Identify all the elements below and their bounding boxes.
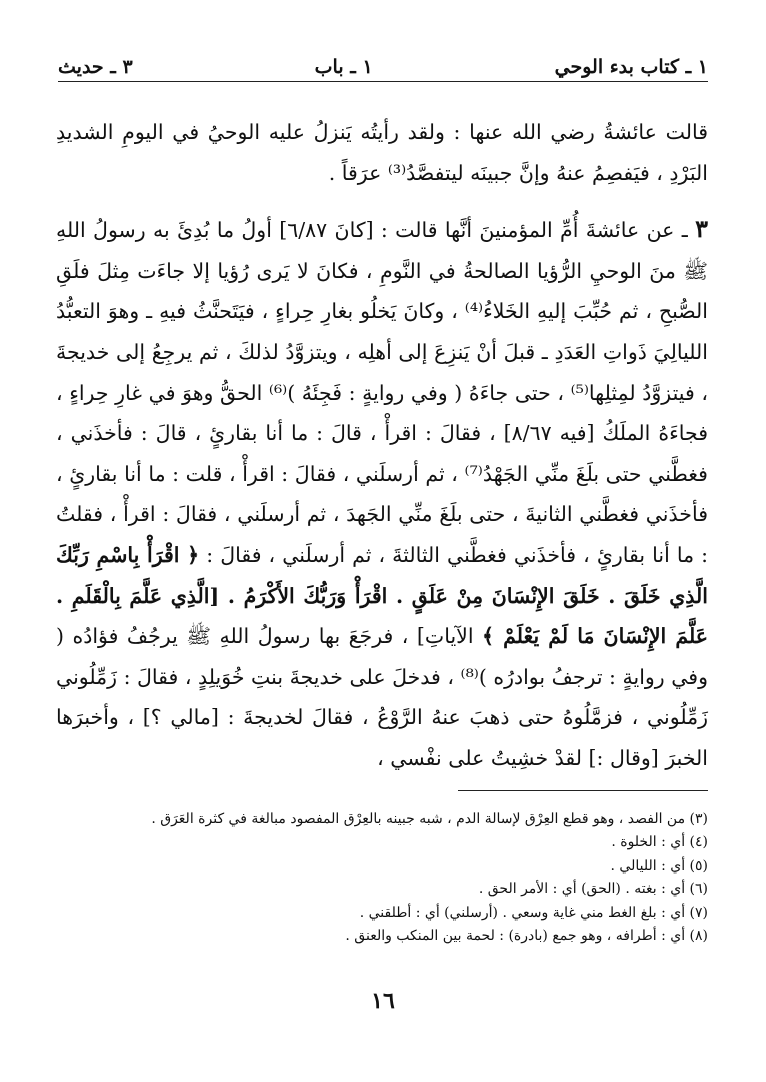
hadith-text-part-1: ـ عن عائشةَ أُمِّ المؤمنينَ أنَّها قالت : [كانَ ٦/٨٧] أولُ ما بُدِئَ به رسولُ اللهِ ﷺ منَ الوحيِ الرُّؤيا الصالحةُ في النَّومِ ، فكانَ لا يَرى رُؤيا إلا جاءَت مِثلَ فلَقِ الصُّبحِ ، ثم حُبِّبَ إليهِ الخَلاءُ⁽⁴⁾ ، وكانَ يَخلُو بغارِ حِراءٍ ، فيَتَحنَّثُ فيهِ ـ وهوَ التعبُّدُ الليالِيَ ذَواتِ العَدَدِ ـ قبلَ أنْ يَنزِعَ إلى أهلِه ، ويتزوَّدُ لذلكَ ، ثم يرجِعُ إلى خديجةَ ، فيتزوَّدُ لمِثلِها⁽⁵⁾ ، حتى جاءَهُ ( وفي روايةٍ : فَجِئَهُ )⁽⁶⁾ الحقُّ وهوَ في غارِ حِراءٍ ، فجاءَهُ الملَكُ [فيه ٨/٦٧] ، فقالَ : اقرأْ ، قالَ : ما أنا بقارئٍ ، قالَ : فأخذَني ، فغطَّني حتى بلَغَ منِّي الجَهْدُ⁽⁷⁾ ، ثم أرسلَني ، فقالَ : اقرأْ ، قلت : ما أنا بقارئٍ ، فأخذَني فغطَّني الثانيةَ ، حتى بلَغَ منِّي الجَهدَ ، ثم أرسلَني ، فقالَ : اقرأْ ، فقلتُ : ما أنا بقارئٍ ، فأخذَني فغطَّني الثالثةَ ، ثم أرسلَني ، فقالَ : — [56, 218, 709, 567]
hadith-number: ٣ — [695, 214, 708, 244]
header-chapter: ١ ـ كتاب بدء الوحي — [554, 56, 708, 78]
footnote-6: (٦) أي : بغته . (الحق) أي : الأمر الحق . — [478, 881, 708, 898]
header-hadith: ٣ ـ حديث — [58, 56, 133, 78]
main-text — [56, 112, 708, 779]
footnote-8: (٨) أي : أطرافه ، وهو جمع (بادرة) : لحمة بين المنكب والعنق . — [345, 928, 708, 945]
footnote-4: (٤) أي : الخلوة . — [611, 834, 708, 851]
header-section: ١ ـ باب — [314, 56, 373, 78]
hadith-text-part-2: الآياتِ] ، فرجَعَ بها رسولُ اللهِ ﷺ يرجُفُ فؤادُه ( وفي روايةٍ : ترجفُ بوادرُه )⁽⁸⁾ ، فدخلَ على خديجةَ بنتِ خُوَيلِدٍ ، فقالَ : زَمِّلُوني زَمِّلُوني ، فزمَّلُوهُ حتى ذهبَ عنهُ الرَّوْعُ ، فقالَ لخديجةَ : [مالي ؟] ، وأخبرَها الخبرَ [وقال :] لقدْ خشِيتُ على نفْسي ، — [56, 624, 708, 770]
paragraph-aisha-remark: قالت عائشةُ رضي الله عنها : ولقد رأيتُه يَنزلُ عليه الوحيُ في اليومِ الشديدِ البَرْدِ ، فيَفصِمُ عنهُ وإنَّ جبينَه ليتفصَّدُ⁽³⁾ عرَقاً . — [56, 120, 708, 185]
running-header — [58, 44, 708, 82]
footnote-7: (٧) أي : بلغ الغط مني غاية وسعي . (أرسلني) أي : أطلقني . — [359, 904, 708, 921]
page-number: ١٦ — [371, 988, 395, 1014]
quran-quote: ﴿ اقْرَأْ بِاسْمِ رَبِّكَ الَّذِي خَلَقَ . خَلَقَ الإِنْسَانَ مِنْ عَلَقٍ . اقْرَأْ وَرَبُّكَ الأَكْرَمُ . [الَّذِي عَلَّمَ بِالْقَلَمِ . عَلَّمَ الإِنْسَانَ مَا لَمْ يَعْلَمْ ﴾ — [56, 542, 708, 649]
footnote-divider — [458, 790, 708, 791]
footnote-5: (٥) أي : الليالي . — [610, 857, 708, 874]
paragraph-hadith-3 — [56, 209, 708, 778]
footnotes-list — [58, 808, 708, 948]
footnote-3: (٣) من الفصد ، وهو قطع العِرْق لإسالة الدم ، شبه جبينه بالعِرْق المفصود مبالغة في كثرة العَرَق . — [151, 811, 708, 827]
